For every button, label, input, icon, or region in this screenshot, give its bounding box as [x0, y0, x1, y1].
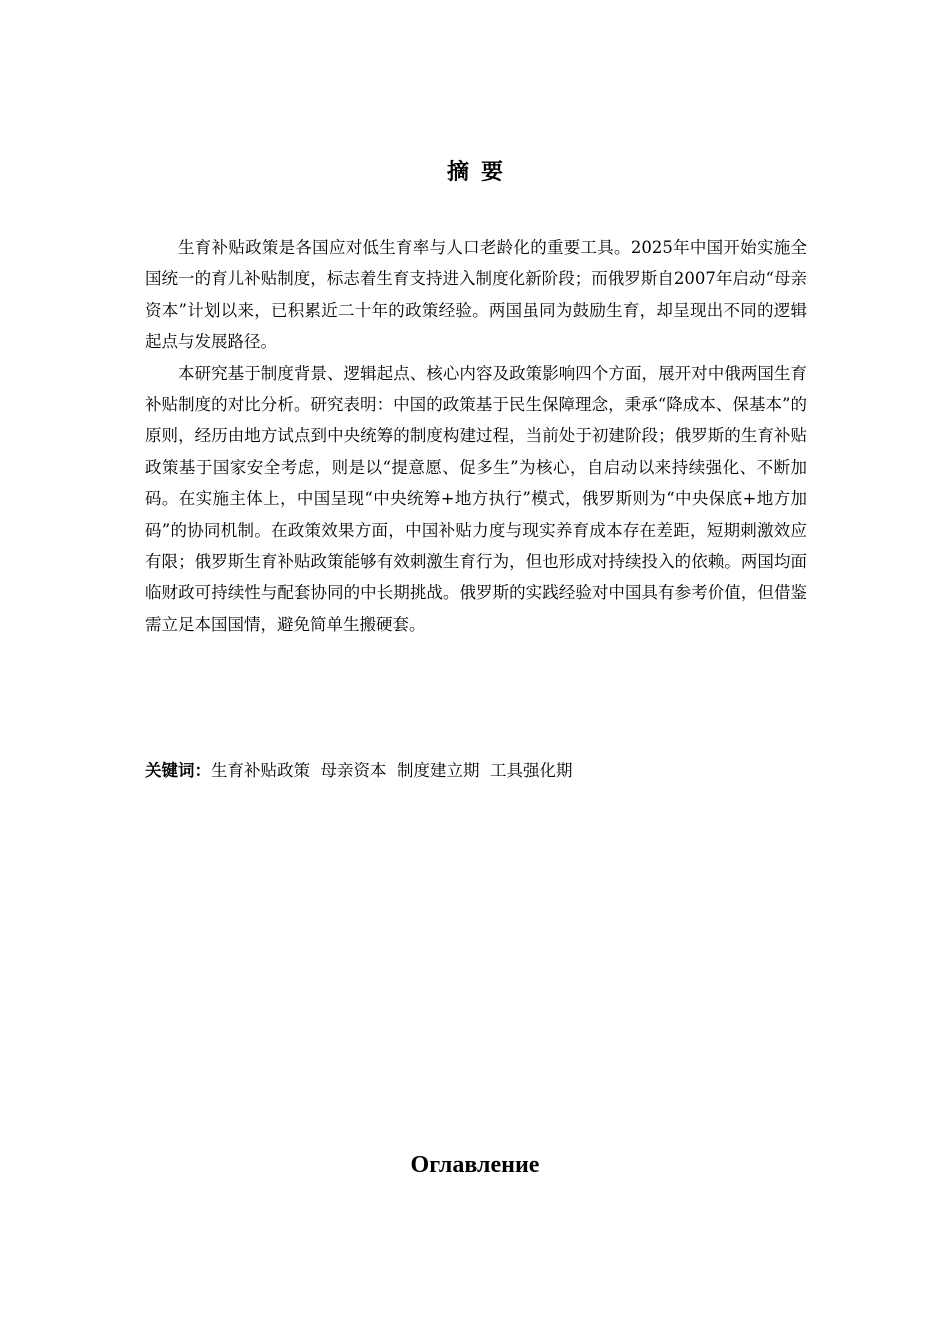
abstract-title: 摘要: [446, 159, 515, 185]
keywords-label: 关键词：: [145, 761, 211, 780]
keywords-text: 生育补贴政策 母亲资本 制度建立期 工具强化期: [211, 761, 573, 780]
abstract-paragraph-2: 本研究基于制度背景、逻辑起点、核心内容及政策影响四个方面，展开对中俄两国生育补贴制度的对比分析。研究表明：中国的政策基于民生保障理念，秉承“降成本、保基本”的原则，经历由地方试点到中央统筹的制度构建过程，当前处于初建阶段；俄罗斯的生育补贴政策基于国家安全考虑，则是以“提意愿、促多生”为核心，自启动以来持续强化、不断加码。在实施主体上，中国呈现“中央统筹+地方执行”模式，俄罗斯则为“中央保底+地方加码”的协同机制。在政策效果方面，中国补贴力度与现实养育成本存在差距，短期刺激效应有限；俄罗斯生育补贴政策能够有效刺激生育行为，但也形成对持续投入的依赖。两国均面临财政可持续性与配套协同的中长期挑战。俄罗斯的实践经验对中国具有参考价值，但借鉴需立足本国国情，避免简单生搬硬套。: [145, 363, 807, 634]
toc-title: Оглавление: [410, 1152, 540, 1178]
abstract-paragraph-1: 生育补贴政策是各国应对低生育率与人口老龄化的重要工具。2025年中国开始实施全国统一的育儿补贴制度，标志着生育支持进入制度化新阶段；而俄罗斯自2007年启动“母亲资本”计划以来，已积累近二十年的政策经验。两国虽同为鼓励生育，却呈现出不同的逻辑起点与发展路径。: [145, 238, 807, 352]
keywords-line: [145, 756, 807, 786]
abstract-body: [145, 232, 807, 640]
